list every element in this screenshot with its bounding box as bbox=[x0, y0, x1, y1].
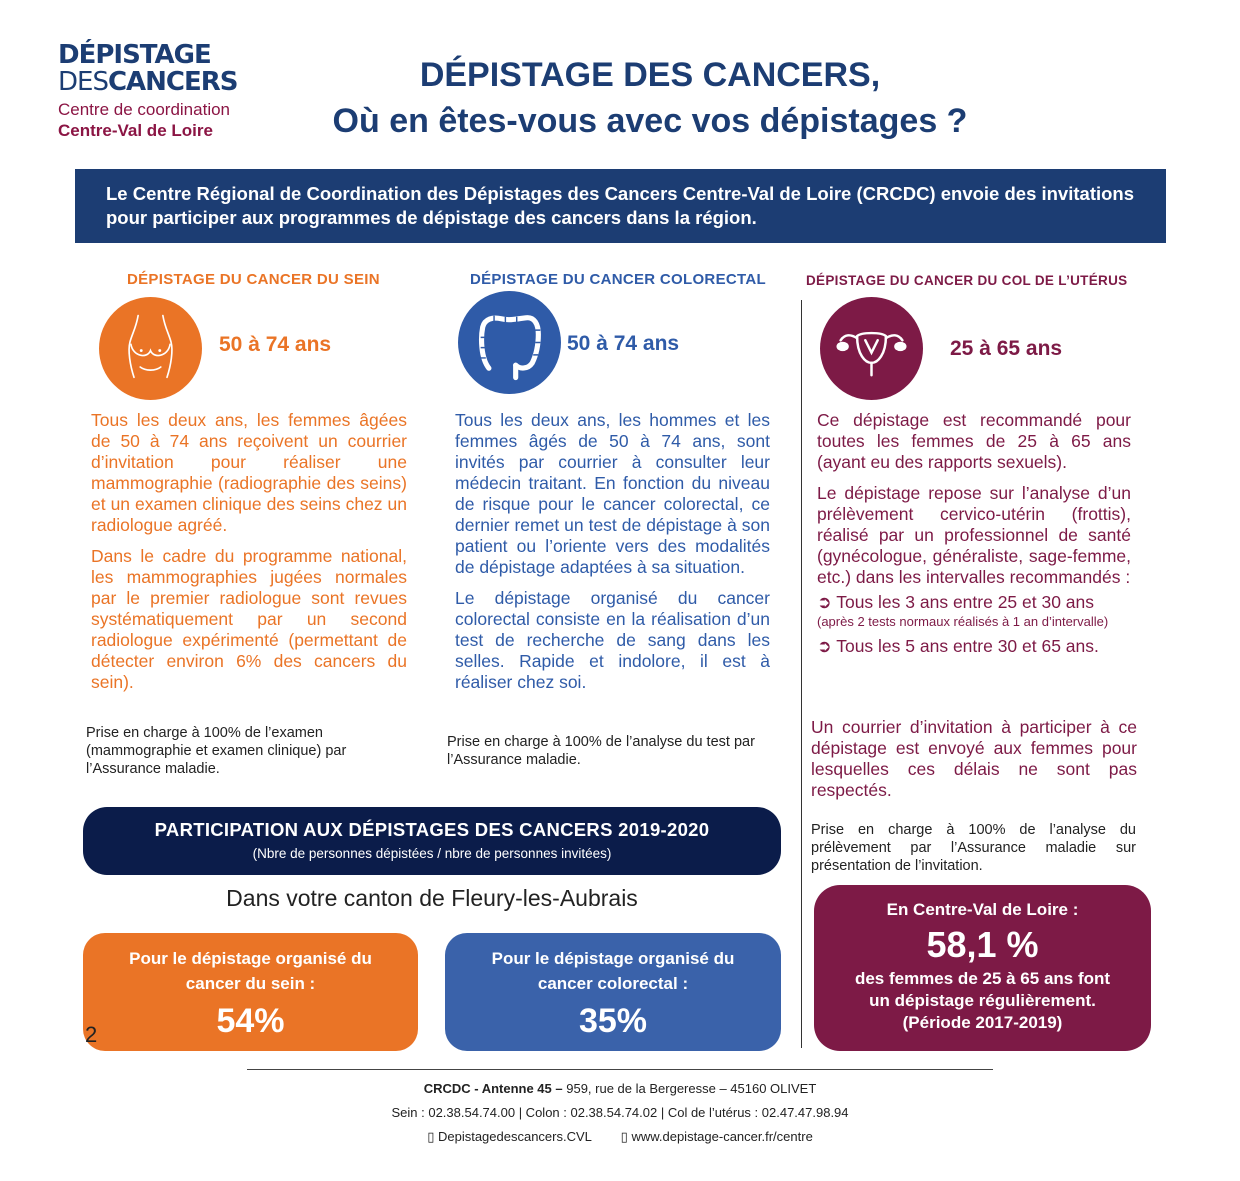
website-icon: ▯ bbox=[620, 1129, 628, 1144]
region-desc-1: des femmes de 25 à 65 ans font bbox=[854, 969, 1111, 988]
colorectal-stat-value: 35% bbox=[578, 1002, 648, 1040]
uterus-paragraph-2: Le dépistage repose sur l’analyse d’un prélèvement cervico-utérin (frottis), réalisé par un professionnel de santé (gynécologue, généraliste, sage-femme, etc.) dans les intervalles recommandés : bbox=[817, 483, 1131, 587]
region-desc-2: un dépistage régulièrement. bbox=[869, 991, 1096, 1010]
page-title bbox=[290, 52, 1010, 144]
sein-paragraph-1: Tous les deux ans, les femmes âgées de 50 à 74 ans reçoivent un courrier d’invitation pour réaliser une mammographie (radiographie des seins) et un examen clinique des seins chez un radiologue agréé. bbox=[91, 410, 407, 535]
logo-line-2b: CANCERS bbox=[107, 67, 238, 97]
uterus-bullet-2-text: Tous les 5 ans entre 30 et 65 ans. bbox=[836, 636, 1099, 656]
column-divider bbox=[801, 300, 802, 1048]
uterus-bullet-2 bbox=[817, 636, 1131, 657]
sein-text bbox=[91, 410, 407, 703]
footer-phones: Sein : 02.38.54.74.00 | Colon : 02.38.54.74.02 | Col de l’utérus : 02.47.47.98.94 bbox=[391, 1105, 849, 1120]
colorectal-paragraph-1: Tous les deux ans, les hommes et les femmes âgés de 50 à 74 ans, sont invités par courrier à consulter leur médecin traitant. En fonction du niveau de risque pour le cancer colorectal, ce dernier remet un test de dépistage à son patient ou l’oriente vers des modalités de dépistage adaptées à sa situation. bbox=[455, 410, 770, 577]
logo-line-1: DÉPISTAGE bbox=[58, 40, 211, 70]
breast-icon bbox=[99, 297, 202, 400]
logo-line-2a: DES bbox=[58, 67, 108, 97]
uterus-paragraph-1: Ce dépistage est recommandé pour toutes les femmes de 25 à 65 ans (ayant eu des rapports sexuels). bbox=[817, 410, 1131, 472]
sein-paragraph-2: Dans le cadre du programme national, les mammographies jugées normales par le premier radiologue sont revues systématiquement par un second radiologue expérimenté (permettant de détecter environ 6% des cancers du sein). bbox=[91, 546, 407, 692]
region-heading: En Centre-Val de Loire : bbox=[886, 900, 1079, 919]
facebook-link[interactable]: Depistagedescancers.CVL bbox=[437, 1129, 592, 1144]
title-line-1: DÉPISTAGE DES CANCERS, bbox=[419, 56, 881, 94]
uterus-text bbox=[817, 410, 1131, 657]
logo-line-2 bbox=[58, 69, 288, 96]
footer-org: CRCDC - Antenne 45 – bbox=[423, 1081, 563, 1096]
uterus-paragraph-3: Un courrier d’invitation à participer à ce dépistage est envoyé aux femmes pour lesquelles ces délais ne sont pas respectés. bbox=[811, 717, 1137, 800]
logo bbox=[58, 42, 288, 141]
colorectal-text bbox=[455, 410, 770, 703]
sein-heading: DÉPISTAGE DU CANCER DU SEIN bbox=[127, 271, 380, 288]
uterus-age: 25 à 65 ans bbox=[950, 337, 1063, 360]
intro-banner bbox=[75, 169, 1166, 243]
footer-address-text: 959, rue de la Bergeresse – 45160 OLIVET bbox=[562, 1081, 817, 1096]
colorectal-stat-box bbox=[445, 933, 781, 1051]
footer-divider bbox=[247, 1069, 993, 1070]
uterus-bullet-1 bbox=[817, 592, 1131, 613]
title-line-2: Où en êtes-vous avec vos dépistages ? bbox=[332, 102, 968, 140]
colorectal-age: 50 à 74 ans bbox=[567, 332, 680, 355]
colorectal-paragraph-2: Le dépistage organisé du cancer colorectal consiste en la réalisation d’un test de recherche de sang dans les selles. Rapide et indolore, il est à réaliser chez soi. bbox=[455, 588, 770, 692]
logo-line-4: Centre-Val de Loire bbox=[58, 121, 213, 140]
website-link[interactable]: www.depistage-cancer.fr/centre bbox=[631, 1129, 813, 1144]
arrow-icon: ➲ bbox=[817, 592, 832, 612]
participation-header bbox=[83, 807, 781, 875]
sein-stat-value: 54% bbox=[216, 1002, 285, 1040]
colon-icon bbox=[458, 291, 561, 394]
colorectal-note: Prise en charge à 100% de l’analyse du test par l’Assurance maladie. bbox=[447, 734, 755, 768]
footer-links bbox=[247, 1129, 993, 1145]
uterus-bullet-1-note: (après 2 tests normaux réalisés à 1 an d’intervalle) bbox=[817, 614, 1109, 629]
logo-line-3: Centre de coordination bbox=[58, 100, 231, 119]
canton-label: Dans votre canton de Fleury-les-Aubrais bbox=[226, 885, 638, 911]
participation-subtitle: (Nbre de personnes dépistées / nbre de personnes invitées) bbox=[252, 846, 612, 861]
uterus-icon bbox=[820, 297, 923, 400]
footer-address bbox=[247, 1081, 993, 1096]
uterus-bullet-1-text: Tous les 3 ans entre 25 et 30 ans bbox=[836, 592, 1095, 612]
colorectal-heading: DÉPISTAGE DU CANCER COLORECTAL bbox=[470, 271, 766, 288]
region-period: (Période 2017-2019) bbox=[902, 1013, 1063, 1032]
sein-stat-box bbox=[83, 933, 418, 1051]
intro-banner-text: Le Centre Régional de Coordination des Dépistages des Cancers Centre-Val de Loire (CRCDC) envoie des invitations pour participer aux programmes de dépistage des cancers dans la région. bbox=[106, 183, 1135, 228]
arrow-icon: ➲ bbox=[817, 636, 832, 656]
region-stat-box bbox=[814, 885, 1151, 1051]
uterus-note: Prise en charge à 100% de l’analyse du prélèvement par l’Assurance maladie sur présentation de l’invitation. bbox=[811, 822, 1136, 874]
participation-title: PARTICIPATION AUX DÉPISTAGES DES CANCERS 2019-2020 bbox=[154, 819, 710, 840]
colorectal-stat-label: Pour le dépistage organisé du cancer colorectal : bbox=[491, 949, 735, 993]
page-number: 2 bbox=[85, 1022, 98, 1047]
uterus-heading: DÉPISTAGE DU CANCER DU COL DE L’UTÉRUS bbox=[806, 273, 1128, 288]
facebook-icon: ▯ bbox=[427, 1129, 435, 1144]
sein-stat-label: Pour le dépistage organisé du cancer du sein : bbox=[129, 949, 372, 993]
sein-age: 50 à 74 ans bbox=[219, 333, 332, 356]
sein-note: Prise en charge à 100% de l’examen (mammographie et examen clinique) par l’Assurance maladie. bbox=[86, 725, 347, 777]
region-stat-value: 58,1 % bbox=[926, 924, 1039, 965]
